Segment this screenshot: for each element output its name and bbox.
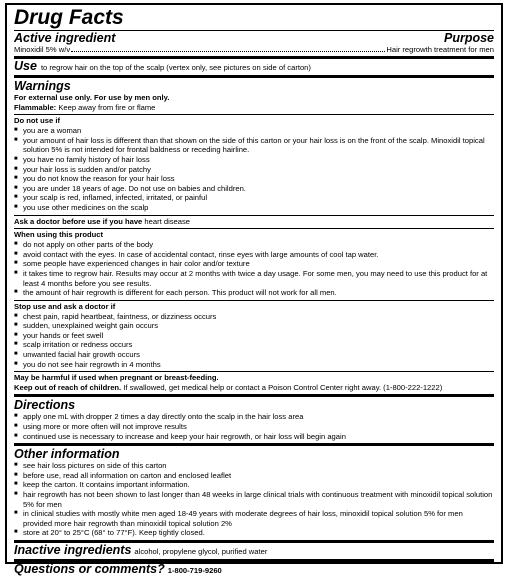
- other-information-section: [14, 446, 494, 540]
- list-item: ■ do not apply on other parts of the body: [14, 240, 494, 250]
- use-text: to regrow hair on the top of the scalp (vertex only, see pictures on side of carton): [40, 63, 311, 72]
- list-item: ■ apply one mL with dropper 2 times a day directly onto the scalp in the hair loss area: [14, 412, 494, 422]
- list-item: ■ the amount of hair regrowth is different for each person. This product will not work for all men.: [14, 288, 494, 298]
- do-not-use-list: [14, 126, 494, 212]
- list-item: ■ unwanted facial hair growth occurs: [14, 350, 494, 360]
- when-using-section: [14, 229, 494, 300]
- list-item: ■ keep the carton. It contains important information.: [14, 480, 494, 490]
- other-information-heading: Other information: [14, 447, 120, 462]
- list-item: ■ some people have experienced changes in hair color and/or texture: [14, 259, 494, 269]
- do-not-use-heading: Do not use if: [14, 116, 60, 126]
- inactive-ingredients-heading: Inactive ingredients: [14, 542, 132, 557]
- list-item: ■ store at 20° to 25°C (68° to 77°F). Keep tightly closed.: [14, 528, 494, 538]
- ask-doctor-line: [14, 217, 494, 227]
- list-item: ■ you do not know the reason for your hair loss: [14, 174, 494, 184]
- list-item: ■ your hair loss is sudden and/or patchy: [14, 165, 494, 175]
- active-ingredient-value: Minoxidil 5% w/v: [14, 45, 71, 54]
- use-heading: Use: [14, 59, 37, 73]
- when-using-heading: When using this product: [14, 230, 104, 240]
- list-item: ■ you do not see hair regrowth in 4 months: [14, 360, 494, 370]
- purpose-value: Hair regrowth treatment for men: [386, 45, 494, 54]
- inactive-ingredients-text: alcohol, propylene glycol, purified water: [134, 546, 268, 556]
- list-item: ■ in clinical studies with mostly white men aged 18-49 years with moderate degrees of hair loss, minoxidil topical solution 5% for men provided more hair regrowth than minoxidil topical solution 2%: [14, 509, 494, 528]
- questions-section: [14, 562, 494, 578]
- pregnancy-warning: May be harmful if used when pregnant or breast-feeding.: [14, 373, 219, 383]
- drug-facts-panel: [5, 3, 503, 576]
- purpose-heading: Purpose: [443, 31, 494, 45]
- inactive-ingredients-section: [14, 543, 494, 559]
- list-item: ■ using more or more often will not improve results: [14, 422, 494, 432]
- list-item: ■ hair regrowth has not been shown to last longer than 48 weeks in large clinical trials with continuous treatment with minoxidil topical solution 5% for men: [14, 490, 494, 509]
- stop-use-list: [14, 312, 494, 370]
- list-item: ■ you are a woman: [14, 126, 494, 136]
- list-item: ■ continued use is necessary to increase and keep your hair regrowth, or hair loss will begin again: [14, 432, 494, 442]
- questions-phone: 1-800-719-9260: [167, 565, 222, 575]
- active-header-row: [14, 32, 494, 45]
- do-not-use-section: [14, 115, 494, 214]
- external-use-warning: For external use only. For use by men only.: [14, 93, 170, 102]
- list-item: ■ it takes time to regrow hair. Results may occur at 2 months with twice a day usage. For some men, you may need to use this product for at least 4 months before you see results.: [14, 269, 494, 288]
- pregnancy-children-section: [14, 372, 494, 394]
- ask-doctor-label: Ask a doctor before use if you have: [14, 216, 143, 226]
- stop-use-section: [14, 301, 494, 372]
- flammable-label: Flammable:: [14, 102, 57, 112]
- list-item: ■ you have no family history of hair loss: [14, 155, 494, 165]
- directions-list: [14, 412, 494, 441]
- list-item: ■ avoid contact with the eyes. In case of accidental contact, rinse eyes with large amounts of cool tap water.: [14, 250, 494, 260]
- list-item: ■ your scalp is red, inflamed, infected, irritated, or painful: [14, 193, 494, 203]
- stop-use-heading: Stop use and ask a doctor if: [14, 301, 116, 311]
- list-item: ■ chest pain, rapid heartbeat, faintness, or dizziness occurs: [14, 312, 494, 322]
- questions-heading: Questions or comments?: [14, 561, 165, 576]
- panel-title: Drug Facts: [14, 6, 124, 29]
- list-item: ■ you are under 18 years of age. Do not use on babies and children.: [14, 184, 494, 194]
- keep-out-label: Keep out of reach of children.: [14, 382, 122, 392]
- list-item: ■ your amount of hair loss is different than that shown on the side of this carton or your hair loss is on the front of the scalp. Minoxidil topical solution 5% is not intended for frontal baldness or receding hairline.: [14, 136, 494, 155]
- keep-out-text: If swallowed, get medical help or contact a Poison Control Center right away. (1-800-222-1222): [123, 382, 443, 392]
- other-information-list: [14, 461, 494, 538]
- list-item: ■ see hair loss pictures on side of this carton: [14, 461, 494, 471]
- list-item: ■ before use, read all information on carton and enclosed leaflet: [14, 471, 494, 481]
- when-using-list: [14, 240, 494, 298]
- warnings-heading: Warnings: [14, 79, 71, 93]
- list-item: ■ sudden, unexplained weight gain occurs: [14, 321, 494, 331]
- ask-doctor-text: heart disease: [144, 216, 191, 226]
- warnings-section: [14, 78, 494, 114]
- directions-section: [14, 397, 494, 443]
- keep-out-warning: [14, 383, 494, 393]
- ask-doctor-section: [14, 216, 494, 229]
- active-ingredient-heading: Active ingredient: [14, 31, 116, 45]
- active-ingredient-row: [14, 45, 494, 55]
- dot-leader: [71, 45, 385, 52]
- list-item: ■ scalp irritation or redness occurs: [14, 340, 494, 350]
- list-item: ■ your hands or feet swell: [14, 331, 494, 341]
- use-section: [14, 59, 494, 75]
- flammable-text: Keep away from fire or flame: [58, 102, 156, 112]
- directions-heading: Directions: [14, 398, 76, 413]
- list-item: ■ you use other medicines on the scalp: [14, 203, 494, 213]
- flammable-warning: [14, 103, 494, 113]
